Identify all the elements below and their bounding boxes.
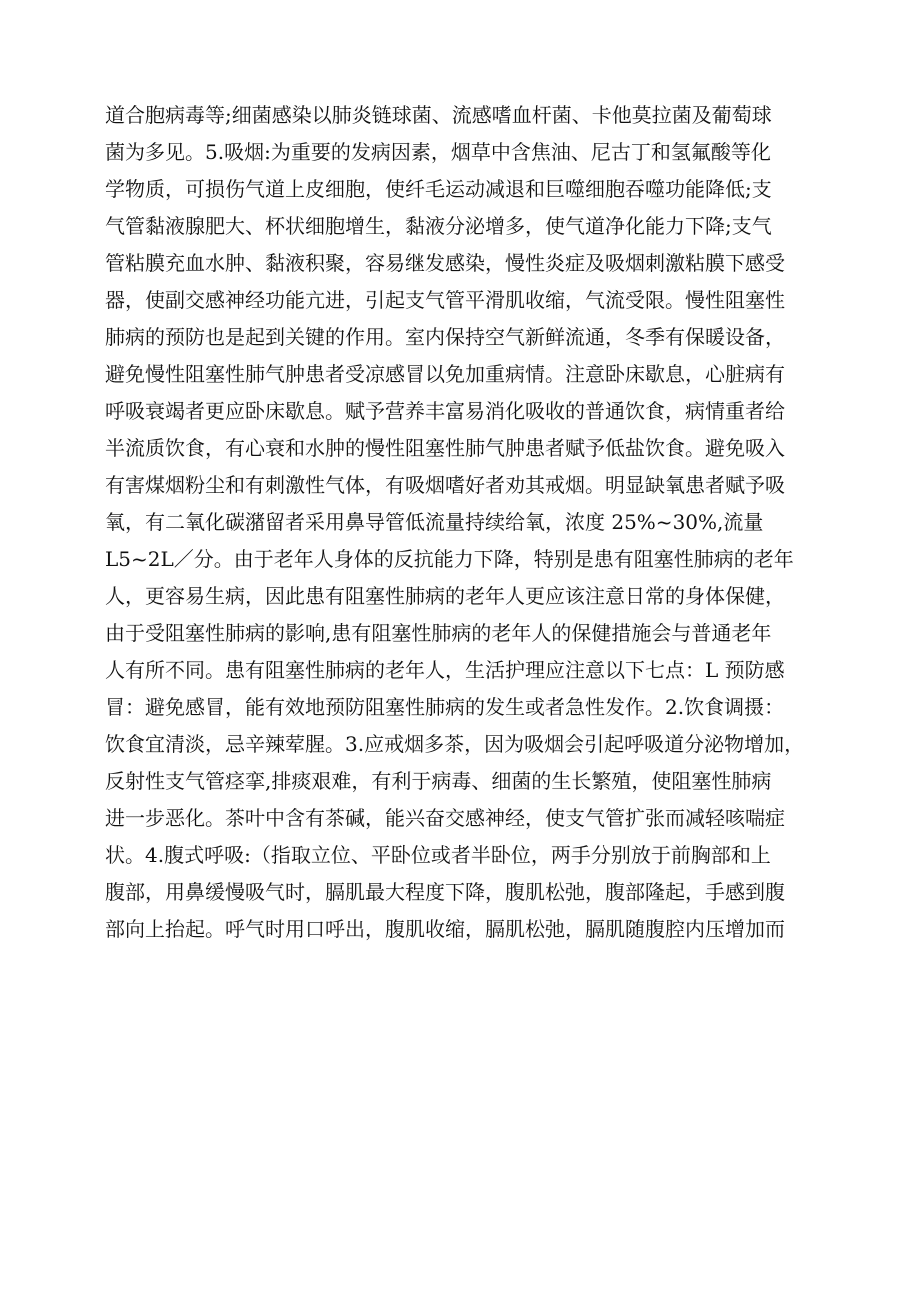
text-line: 呼吸衰竭者更应卧床歇息。赋予营养丰富易消化吸收的普通饮食，病情重者给 [105,399,785,423]
text-line: 器，使副交感神经功能亢进，引起支气管平滑肌收缩，气流受限。慢性阻塞性 [105,288,785,312]
text-line: 半流质饮食，有心衰和水肿的慢性阻塞性肺气肿患者赋予低盐饮食。避免吸入 [105,436,785,460]
text-line: 学物质，可损伤气道上皮细胞，使纤毛运动减退和巨噬细胞吞噬功能降低;支 [105,177,772,201]
text-line: 部向上抬起。呼气时用口呼出，腹肌收缩，膈肌松弛，膈肌随腹腔内压增加而 [105,917,785,941]
text-line: 道合胞病毒等;细菌感染以肺炎链球菌、流感嗜血杆菌、卡他莫拉菌及葡萄球 [105,103,772,127]
text-line: 人，更容易生病，因此患有阻塞性肺病的老年人更应该注意日常的身体保健， [105,584,785,608]
text-line: 避免慢性阻塞性肺气肿患者受凉感冒以免加重病情。注意卧床歇息，心脏病有 [105,362,785,386]
text-line: 状。4.腹式呼吸:（指取立位、平卧位或者半卧位，两手分别放于前胸部和上 [105,843,771,867]
text-line: 有害煤烟粉尘和有刺激性气体，有吸烟嗜好者劝其戒烟。明显缺氧患者赋予吸 [105,473,785,497]
body-text [105,97,825,948]
text-line: 饮食宜清淡，忌辛辣荤腥。3.应戒烟多茶，因为吸烟会引起呼吸道分泌物增加， [105,732,805,756]
text-line: 氧，有二氧化碳潴留者采用鼻导管低流量持续给氧，浓度 25%~30%,流量 [105,510,764,534]
text-line: 由于受阻塞性肺病的影响,患有阻塞性肺病的老年人的保健措施会与普通老年 [105,621,772,645]
text-line: 管粘膜充血水肿、黏液积聚，容易继发感染，慢性炎症及吸烟刺激粘膜下感受 [105,251,785,275]
text-line: 人有所不同。患有阻塞性肺病的老年人，生活护理应注意以下七点：L 预防感 [105,658,785,682]
text-line: 进一步恶化。茶叶中含有茶碱，能兴奋交感神经，使支气管扩张而减轻咳喘症 [105,806,785,830]
text-line: L5~2L／分。由于老年人身体的反抗能力下降，特别是患有阻塞性肺病的老年 [105,547,794,571]
text-line: 腹部，用鼻缓慢吸气时，膈肌最大程度下降，腹肌松弛，腹部隆起，手感到腹 [105,880,785,904]
text-line: 冒：避免感冒，能有效地预防阻塞性肺病的发生或者急性发作。2.饮食调摄： [105,695,785,719]
text-line: 菌为多见。5.吸烟:为重要的发病因素，烟草中含焦油、尼古丁和氢氟酸等化 [105,140,771,164]
text-line: 肺病的预防也是起到关键的作用。室内保持空气新鲜流通，冬季有保暖设备， [105,325,785,349]
text-line: 反射性支气管痉挛,排痰艰难，有利于病毒、细菌的生长繁殖，使阻塞性肺病 [105,769,772,793]
text-line: 气管黏液腺肥大、杯状细胞增生，黏液分泌增多，使气道净化能力下降;支气 [105,214,772,238]
